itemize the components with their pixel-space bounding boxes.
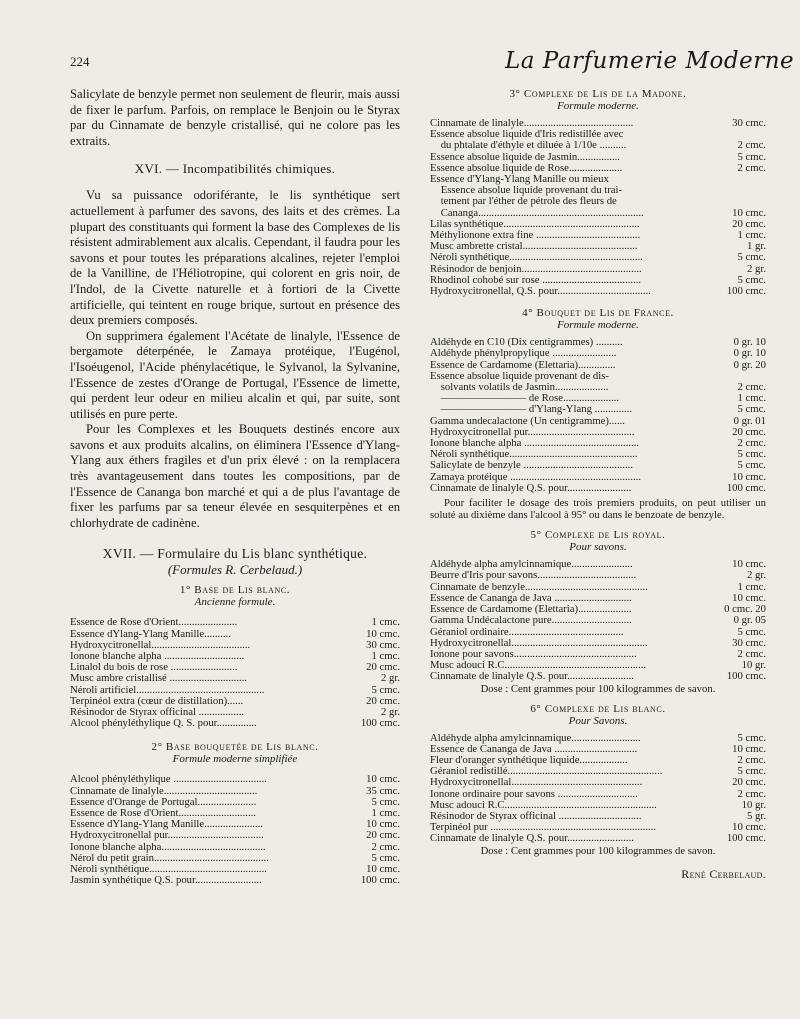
ingredient-quantity: 5 gr. bbox=[747, 809, 766, 822]
formula-row bbox=[430, 393, 766, 404]
ingredient-name: Jasmin synthétique Q.S. pour......................... bbox=[70, 875, 262, 887]
formula-row bbox=[430, 811, 766, 822]
ingredient-quantity: 2 gr. bbox=[381, 672, 400, 685]
formula-row bbox=[430, 438, 766, 449]
ingredient-quantity: 2 cmc. bbox=[737, 161, 766, 174]
ingredient-quantity: 5 cmc. bbox=[371, 683, 400, 696]
ingredient-quantity: 30 cmc. bbox=[732, 117, 766, 129]
ingredient-name: Rhodinol cohobé sur rose ..................................... bbox=[430, 274, 642, 286]
ingredient-name: Cinnamate de linalyle Q.S. pour........................ bbox=[430, 482, 632, 494]
ingredient-name: Terpinéol pur .............................................................. bbox=[430, 822, 657, 834]
section-16-paragraph-3: Pour les Complexes et les Bouquets destinés encore aux savons et aux produits alcalins, on éliminera l'Essence d'Ylang-Ylang aux éthers fragiles et d'un prix élevé : on la remplacera très avantageusement dans toutes les compositions, par de l'Essence de Cananga bon marché et qui a de plus l'avantage de fixer les parfums par sa teneur élevée en sesquiterpènes et en chlorhydrate de cadinène. bbox=[70, 422, 400, 530]
formula-row bbox=[430, 337, 766, 348]
formula-row bbox=[430, 264, 766, 275]
ingredient-name: ———————— d'Ylang-Ylang .............. bbox=[430, 404, 633, 416]
formula-row bbox=[70, 662, 400, 673]
ingredient-quantity: 1 cmc. bbox=[371, 616, 400, 629]
formula-row bbox=[430, 196, 766, 207]
formula-3-title: 3° Complexe de Lis de la Madone. bbox=[509, 88, 687, 100]
formula-row bbox=[430, 252, 766, 263]
ingredient-name: Musc adouci R.C......................................................... bbox=[430, 799, 657, 811]
ingredient-quantity: 2 cmc. bbox=[737, 381, 766, 394]
formula-row bbox=[70, 685, 400, 696]
ingredient-quantity: 20 cmc. bbox=[732, 776, 766, 789]
ingredient-name: Ionone blanche alpha .............................. bbox=[70, 651, 245, 663]
ingredient-quantity: 2 gr. bbox=[747, 262, 766, 275]
ingredient-name: du phtalate d'éthyle et diluée à 1/10e .......... bbox=[430, 140, 627, 152]
ingredient-quantity: 10 cmc. bbox=[732, 821, 766, 834]
ingredient-quantity: 10 cmc. bbox=[366, 627, 400, 640]
ingredient-quantity: 5 cmc. bbox=[371, 795, 400, 808]
formula-6-dose: Dose : Cent grammes pour 100 kilogrammes de savon. bbox=[480, 844, 716, 857]
ingredient-quantity: 10 cmc. bbox=[366, 773, 400, 786]
formula-row bbox=[70, 786, 400, 797]
ingredient-name: Ionone pour savons.............................................. bbox=[430, 648, 637, 660]
ingredient-quantity: 100 cmc. bbox=[726, 285, 766, 298]
formula-row bbox=[430, 777, 766, 788]
formula-row bbox=[430, 582, 766, 593]
ingredient-name: Géraniol ordinaire........................................... bbox=[430, 626, 624, 638]
formula-2-table bbox=[70, 774, 400, 886]
ingredient-quantity: 5 cmc. bbox=[737, 251, 766, 264]
ingredient-quantity: 30 cmc. bbox=[732, 636, 766, 649]
ingredient-name: Musc ambre cristallisé ............................. bbox=[70, 673, 247, 685]
ingredient-quantity: 10 cmc. bbox=[732, 206, 766, 219]
formula-1-subtitle: Ancienne formule. bbox=[194, 596, 276, 609]
section-16-heading: XVI. — Incompatibilités chimiques. bbox=[134, 161, 336, 177]
ingredient-name: ———————— de Rose..................... bbox=[430, 393, 620, 405]
formula-row bbox=[430, 744, 766, 755]
formula-5-table bbox=[430, 559, 766, 682]
ingredient-name: Cinnamate de linalyle......................................... bbox=[430, 118, 634, 129]
author-signature: René Cerbelaud. bbox=[681, 866, 766, 881]
ingredient-quantity: 100 cmc. bbox=[726, 670, 766, 683]
formula-row bbox=[430, 219, 766, 230]
formula-4-note: Pour faciliter le dosage des trois premiers produits, on peut utiliser un soluté au dixième dans l'alcool à 95° ou dans le benzoate de benzyle. bbox=[430, 497, 766, 521]
formula-row bbox=[430, 427, 766, 438]
formula-3-subtitle: Formule moderne. bbox=[557, 100, 639, 112]
ingredient-name: Essence de Rose d'Orient............................. bbox=[70, 808, 256, 820]
ingredient-name: Alcool phényléthylique Q. S. pour............... bbox=[70, 718, 257, 730]
formula-row bbox=[430, 163, 766, 174]
formula-row bbox=[70, 617, 400, 628]
formula-row bbox=[430, 615, 766, 626]
ingredient-quantity: 10 gr. bbox=[741, 659, 766, 672]
section-16-paragraph-1: Vu sa puissance odoriférante, le lis synthétique sert actuellement à parfumer des savons, des laits et des crèmes. La plupart des constituants qui forment la base des Complexes de lis résistent admirablement aux alcalis. Cependant, il faudra pour les savons et pour toutes les préparations alcalines, rejeter l'emploi de la Vanilline, de l'Héliotropine, qui colorent en gris noir, de l'Indol, de la Civette naturelle et à fortiori de la Civette artificielle, qui teintent en rouge brique, surtout en présence des deux premiers composés. bbox=[70, 188, 400, 328]
formula-row bbox=[430, 766, 766, 777]
formula-1-title: 1° Base de Lis blanc. bbox=[179, 584, 291, 597]
ingredient-quantity: 0 gr. 20 bbox=[733, 358, 766, 371]
ingredient-quantity: 0 gr. 10 bbox=[733, 347, 766, 360]
ingredient-name: Musc ambrette cristal........................................... bbox=[430, 241, 638, 253]
formula-row bbox=[430, 348, 766, 359]
ingredient-name: Cananga.............................................................. bbox=[430, 207, 644, 219]
formula-row bbox=[430, 360, 766, 371]
ingredient-name: Hydroxycitronellal..................................... bbox=[70, 639, 251, 651]
ingredient-quantity: 100 cmc. bbox=[360, 717, 400, 730]
ingredient-quantity: 5 cmc. bbox=[737, 459, 766, 472]
formula-5-subtitle: Pour savons. bbox=[569, 541, 627, 554]
ingredient-quantity: 1 cmc. bbox=[737, 392, 766, 405]
ingredient-quantity: 2 cmc. bbox=[737, 139, 766, 152]
ingredient-quantity: 2 gr. bbox=[747, 569, 766, 582]
section-16-paragraph-2: On supprimera également l'Acétate de linalyle, l'Essence de bergamote déterpénée, le Zamaya protéique, l'Eugénol, l'Isoéugenol, l'Acide phénylacétique, le Sylvanol, la Sylvanine, l'Essence de zestes d'Orange de Portugal, l'Essence de limette, qui perdent leur odeur en milieu alcalin et qui, par suite, sont utilisés en pure perte. bbox=[70, 328, 400, 421]
formula-row bbox=[70, 864, 400, 875]
formula-row bbox=[430, 559, 766, 570]
ingredient-name: Essence de Cardamome (Elettaria).............. bbox=[430, 359, 616, 371]
ingredient-quantity: 2 cmc. bbox=[737, 437, 766, 450]
ingredient-name: Essence dYlang-Ylang Manille.......... bbox=[70, 628, 231, 640]
formula-row bbox=[70, 819, 400, 830]
formula-row bbox=[430, 833, 766, 844]
ingredient-name: Aldéhyde alpha amylcinnamique....................... bbox=[430, 559, 633, 571]
ingredient-name: Résinodor de benjoin............................................. bbox=[430, 263, 642, 275]
ingredient-quantity: 30 cmc. bbox=[366, 638, 400, 651]
formula-row bbox=[430, 660, 766, 671]
ingredient-name: Essence absolue liquide provenant du trai- bbox=[430, 185, 623, 197]
ingredient-quantity: 20 cmc. bbox=[366, 829, 400, 842]
ingredient-name: Aldéhyde alpha amylcinnamique.......................... bbox=[430, 732, 641, 744]
formula-row bbox=[430, 789, 766, 800]
formula-1-table bbox=[70, 617, 400, 729]
ingredient-quantity: 5 cmc. bbox=[737, 448, 766, 461]
ingredient-quantity: 5 cmc. bbox=[371, 851, 400, 864]
formula-row bbox=[430, 404, 766, 415]
ingredient-name: Zamaya protéique ................................................. bbox=[430, 471, 642, 483]
ingredient-name: Ionone blanche alpha....................................... bbox=[70, 841, 266, 853]
ingredient-quantity: 10 cmc. bbox=[366, 818, 400, 831]
ingredient-quantity: 5 cmc. bbox=[737, 765, 766, 778]
formula-row bbox=[430, 604, 766, 615]
formula-row bbox=[430, 140, 766, 151]
formula-row bbox=[70, 875, 400, 886]
formula-row bbox=[430, 627, 766, 638]
ingredient-name: Aldéhyde phénylpropylique ........................ bbox=[430, 348, 617, 360]
ingredient-quantity: 5 cmc. bbox=[737, 150, 766, 163]
formula-4-subtitle: Formule moderne. bbox=[557, 319, 639, 332]
formula-row bbox=[430, 800, 766, 811]
ingredient-quantity: 1 gr. bbox=[747, 240, 766, 253]
ingredient-name: Néroli artificiel................................................ bbox=[70, 684, 265, 696]
formula-row bbox=[430, 449, 766, 460]
ingredient-name: Terpinéol extra (cœur de distillation)...... bbox=[70, 695, 244, 707]
formula-row bbox=[70, 842, 400, 853]
formula-4-title: 4° Bouquet de Lis de France. bbox=[522, 307, 674, 320]
formula-row bbox=[70, 830, 400, 841]
formula-row bbox=[430, 483, 766, 494]
intro-paragraph: Salicylate de benzyle permet non seulement de fleurir, mais aussi de fixer le parfum. Parfois, on remplace le Benjoin ou le Styrax par du Cinnamate de benzyle cristallisé, qui ne colore pas les extraits. bbox=[70, 87, 400, 148]
formula-2-subtitle: Formule moderne simplifiée bbox=[172, 753, 298, 766]
formula-row bbox=[430, 822, 766, 833]
ingredient-quantity: 1 cmc. bbox=[737, 580, 766, 593]
ingredient-name: Résinodor de Styrax officinal ................. bbox=[70, 707, 245, 719]
ingredient-quantity: 2 cmc. bbox=[737, 787, 766, 800]
ingredient-name: Nérol du petit grain........................................... bbox=[70, 852, 269, 864]
ingredient-name: Résinodor de Styrax officinal ............................... bbox=[430, 810, 642, 822]
formula-3-table bbox=[430, 118, 766, 297]
ingredient-quantity: 10 gr. bbox=[741, 798, 766, 811]
ingredient-name: Salicylate de benzyle ......................................... bbox=[430, 460, 634, 472]
formula-row bbox=[70, 707, 400, 718]
formula-row bbox=[430, 152, 766, 163]
ingredient-name: Essence absolue liquide de Jasmin................ bbox=[430, 151, 620, 163]
formula-row bbox=[70, 808, 400, 819]
ingredient-name: Musc adouci R.C..................................................... bbox=[430, 660, 647, 672]
formula-row bbox=[70, 774, 400, 785]
ingredient-name: Méthylionone extra fine ....................................... bbox=[430, 230, 641, 242]
ingredient-name: solvants volatils de Jasmin.................... bbox=[430, 382, 609, 394]
formula-row bbox=[430, 382, 766, 393]
ingredient-quantity: 20 cmc. bbox=[366, 661, 400, 674]
formula-row bbox=[70, 696, 400, 707]
ingredient-name: Essence absolue liquide d'Iris redistillée avec bbox=[430, 129, 624, 141]
formula-row bbox=[430, 371, 766, 382]
ingredient-name: Essence de Rose d'Orient...................... bbox=[70, 617, 238, 629]
ingredient-name: Aldéhyde en C10 (Dix centigrammes) .......... bbox=[430, 337, 623, 349]
ingredient-quantity: 10 cmc. bbox=[732, 558, 766, 571]
ingredient-quantity: 10 cmc. bbox=[732, 591, 766, 604]
ingredient-name: Hydroxycitronellal, Q.S. pour................................... bbox=[430, 286, 651, 298]
formula-row bbox=[430, 185, 766, 196]
formula-row bbox=[430, 174, 766, 185]
ingredient-name: tement par l'éther de pétrole des fleurs de bbox=[430, 196, 617, 208]
ingredient-name: Hydroxycitronellal pur.................................... bbox=[70, 830, 264, 842]
ingredient-quantity: 2 cmc. bbox=[737, 647, 766, 660]
ingredient-name: Cinnamate de linalyle Q.S. pour......................... bbox=[430, 671, 634, 683]
formula-row bbox=[70, 853, 400, 864]
ingredient-name: Néroli synthétique.................................................. bbox=[430, 252, 643, 264]
ingredient-name: Essence dYlang-Ylang Manille...................... bbox=[70, 819, 263, 831]
ingredient-name: Essence de Cananga de Java ............................. bbox=[430, 592, 632, 604]
ingredient-quantity: 0 cmc. 20 bbox=[724, 603, 766, 616]
ingredient-quantity: 1 cmc. bbox=[371, 807, 400, 820]
ingredient-name: Beurre d'Iris pour savons..................................... bbox=[430, 570, 637, 582]
formula-row bbox=[430, 230, 766, 241]
formula-row bbox=[430, 570, 766, 581]
ingredient-name: Cinnamate de benzyle.............................................. bbox=[430, 581, 648, 593]
formula-row bbox=[430, 286, 766, 297]
formula-row bbox=[430, 638, 766, 649]
ingredient-quantity: 20 cmc. bbox=[366, 694, 400, 707]
ingredient-quantity: 0 gr. 10 bbox=[733, 336, 766, 349]
formula-5-title: 5° Complexe de Lis royal. bbox=[530, 529, 666, 542]
formula-2-title: 2° Base bouquetée de Lis blanc. bbox=[151, 741, 319, 754]
formula-row bbox=[430, 593, 766, 604]
formula-row bbox=[430, 118, 766, 129]
formula-row bbox=[430, 241, 766, 252]
formula-row bbox=[430, 460, 766, 471]
ingredient-name: Néroli synthétique................................................ bbox=[430, 449, 638, 461]
ingredient-quantity: 2 gr. bbox=[381, 706, 400, 719]
ingredient-quantity: 10 cmc. bbox=[732, 470, 766, 483]
ingredient-name: Hydroxycitronellal................................................... bbox=[430, 637, 648, 649]
ingredient-quantity: 1 cmc. bbox=[371, 650, 400, 663]
formula-row bbox=[70, 651, 400, 662]
ingredient-quantity: 10 cmc. bbox=[732, 742, 766, 755]
formula-row bbox=[70, 640, 400, 651]
ingredient-name: Gamma undecalactone (Un centigramme)...... bbox=[430, 415, 625, 427]
ingredient-quantity: 20 cmc. bbox=[732, 217, 766, 230]
ingredient-name: Néroli synthétique............................................ bbox=[70, 864, 267, 876]
ingredient-name: Hydroxycitronellal................................................. bbox=[430, 777, 643, 789]
formula-5-dose: Dose : Cent grammes pour 100 kilogrammes de savon. bbox=[480, 682, 716, 695]
ingredient-quantity: 10 cmc. bbox=[366, 863, 400, 876]
formula-6-subtitle: Pour Savons. bbox=[568, 714, 628, 727]
formula-4-table bbox=[430, 337, 766, 494]
formula-row bbox=[430, 755, 766, 766]
section-17-heading: XVII. — Formulaire du Lis blanc synthétique. bbox=[102, 546, 368, 562]
formula-6-title: 6° Complexe de Lis blanc. bbox=[530, 702, 666, 715]
ingredient-quantity: 20 cmc. bbox=[732, 425, 766, 438]
ingredient-quantity: 100 cmc. bbox=[360, 874, 400, 887]
formula-row bbox=[430, 208, 766, 219]
ingredient-quantity: 1 cmc. bbox=[737, 229, 766, 242]
right-column bbox=[430, 88, 766, 882]
formula-row bbox=[430, 275, 766, 286]
formula-row bbox=[430, 649, 766, 660]
ingredient-name: Essence de Cardamome (Elettaria).................... bbox=[430, 604, 632, 616]
ingredient-quantity: 2 cmc. bbox=[737, 753, 766, 766]
formula-row bbox=[430, 733, 766, 744]
formula-row bbox=[70, 718, 400, 729]
ingredient-name: Géraniol redistillé.......................................................... bbox=[430, 766, 663, 778]
journal-masthead: La Parfumerie Moderne bbox=[505, 48, 795, 74]
ingredient-quantity: 5 cmc. bbox=[737, 625, 766, 638]
ingredient-name: Essence de Cananga de Java ............................... bbox=[430, 743, 638, 755]
ingredient-quantity: 5 cmc. bbox=[737, 403, 766, 416]
ingredient-name: Essence d'Orange de Portugal...................... bbox=[70, 796, 257, 808]
ingredient-quantity: 100 cmc. bbox=[726, 481, 766, 494]
formula-row bbox=[430, 472, 766, 483]
ingredient-name: Ionone ordinaire pour savons .............................. bbox=[430, 788, 638, 800]
ingredient-quantity: 100 cmc. bbox=[726, 832, 766, 845]
ingredient-name: Cinnamate de linalyle................................... bbox=[70, 785, 258, 797]
formula-row bbox=[430, 416, 766, 427]
formula-row bbox=[70, 629, 400, 640]
ingredient-name: Gamma Undécalactone pure.............................. bbox=[430, 615, 632, 627]
ingredient-quantity: 5 cmc. bbox=[737, 731, 766, 744]
ingredient-name: Hydroxycitronellal pur........................................ bbox=[430, 426, 635, 438]
left-column bbox=[70, 87, 400, 887]
formula-row bbox=[70, 673, 400, 684]
ingredient-name: Lilas synthétique................................................... bbox=[430, 218, 640, 230]
ingredient-name: Essence absolue liquide provenant de dis- bbox=[430, 370, 609, 382]
ingredient-quantity: 5 cmc. bbox=[737, 273, 766, 286]
ingredient-quantity: 35 cmc. bbox=[366, 784, 400, 797]
ingredient-quantity: 0 gr. 01 bbox=[733, 414, 766, 427]
ingredient-name: Ionone blanche alpha ........................................... bbox=[430, 438, 639, 450]
ingredient-name: Cinnamate de linalyle Q.S. pour......................... bbox=[430, 833, 634, 845]
ingredient-name: Essence absolue liquide de Rose.................... bbox=[430, 162, 623, 174]
ingredient-name: Linalol du bois de rose ......................... bbox=[70, 662, 238, 674]
ingredient-quantity: 2 cmc. bbox=[371, 840, 400, 853]
section-17-subheading: (Formules R. Cerbelaud.) bbox=[167, 562, 303, 578]
ingredient-name: Essence d'Ylang-Ylang Manille ou mieux bbox=[430, 174, 609, 186]
page-number: 224 bbox=[70, 54, 90, 69]
formula-6-table bbox=[430, 733, 766, 845]
formula-row bbox=[430, 671, 766, 682]
ingredient-name: Fleur d'oranger synthétique liquide.................. bbox=[430, 754, 628, 766]
formula-row bbox=[70, 797, 400, 808]
ingredient-quantity: 0 gr. 05 bbox=[733, 614, 766, 627]
formula-row bbox=[430, 129, 766, 140]
ingredient-name: Alcool phényléthylique ................................... bbox=[70, 774, 267, 786]
